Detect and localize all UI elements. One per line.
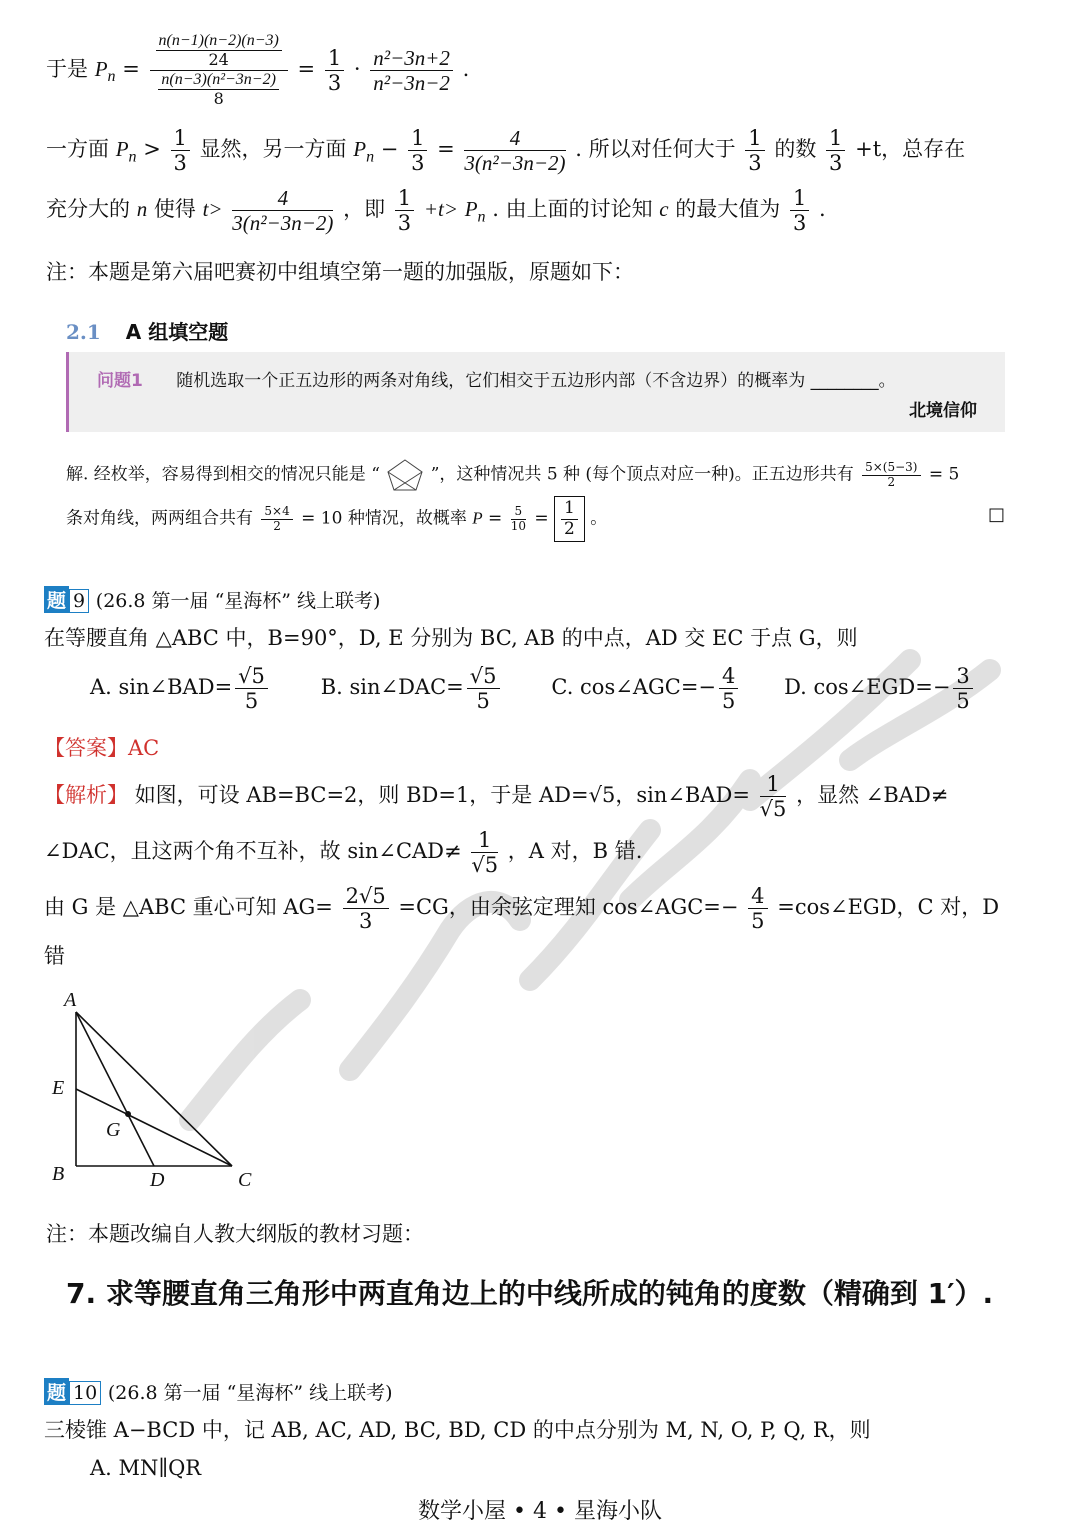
denominator: 5: [244, 689, 259, 714]
text: 如图，可设 AB=BC=2，则 BD=1，于是 AD=√5，sin∠BAD=: [134, 783, 750, 808]
denominator: 8: [213, 89, 224, 109]
numerator: 1: [561, 499, 578, 520]
period: .: [462, 56, 470, 81]
note-top: 注：本题是第六届吧赛初中组填空第一题的加强版，原题如下：: [46, 260, 634, 284]
denominator: 2: [273, 518, 281, 533]
label-a: A: [64, 989, 77, 1011]
equals: =: [437, 137, 455, 162]
fraction: [748, 884, 767, 933]
text: 条对角线，两两组合共有: [66, 508, 253, 529]
var-c: c: [659, 197, 669, 222]
var-p: P: [115, 137, 129, 162]
fraction: [511, 505, 526, 534]
denominator: n²−3n−2: [373, 70, 450, 95]
question-source: (26.8 第一届 “星海杯” 线上联考): [107, 1382, 393, 1404]
text: ”，这种情况共 5 种 (每个顶点对应一种)。正五边形共有: [430, 464, 854, 485]
fraction: [760, 772, 787, 821]
answer-label: 【答案】: [44, 736, 128, 760]
fraction: [343, 884, 389, 933]
denominator: 3: [829, 151, 843, 176]
equals: =: [122, 56, 140, 81]
dot: ·: [353, 56, 361, 81]
text: +t>: [423, 197, 459, 222]
equals: =: [534, 508, 549, 529]
text: ，显然 ∠BAD≠: [796, 783, 949, 808]
fraction: [953, 664, 972, 713]
problem-label: 问题1: [97, 371, 143, 391]
fraction-one-third: [171, 126, 190, 175]
question-tag: 题: [44, 1378, 69, 1405]
text: 充分大的: [46, 197, 130, 222]
denominator: 3(n²−3n−2): [464, 151, 566, 176]
q9-analysis-1: [44, 772, 948, 821]
var-p: P: [353, 137, 367, 162]
text: . 由上面的讨论知: [492, 197, 653, 222]
denominator: 5: [722, 689, 736, 714]
numerator: 1: [408, 126, 427, 151]
answer-value: AC: [128, 736, 160, 760]
option-label: D. cos∠EGD=−: [784, 675, 951, 700]
text: 显然，另一方面: [199, 137, 347, 162]
solution-line-1: [66, 458, 959, 492]
text: 由 G 是 △ABC 重心可知 AG=: [44, 895, 333, 920]
boxed-answer: [554, 496, 585, 542]
page-footer: 数学小屋 • 4 • 星海小队: [418, 1499, 662, 1524]
text: =cos∠EGD，C 对，D: [777, 895, 1000, 920]
question-number: 9: [69, 589, 89, 613]
median-ad: [76, 1012, 154, 1166]
denominator: 5: [751, 909, 765, 934]
equals: =: [297, 56, 316, 81]
fraction-one-third: [325, 46, 344, 95]
denominator: 3: [792, 211, 807, 236]
numerator: 4: [719, 664, 738, 689]
numerator: 5: [511, 505, 526, 520]
section-number: 2.1: [66, 320, 101, 344]
q9-stem: 在等腰直角 △ABC 中，B=90°，D, E 分别为 BC, AB 的中点，AD 交 EC 于点 G，则: [44, 626, 858, 650]
denominator: 5: [956, 689, 970, 714]
denominator: 3: [327, 70, 342, 95]
text: 于是: [46, 56, 88, 81]
equals: =: [488, 508, 503, 529]
var-p: P: [472, 508, 483, 528]
solution-line-2: [66, 496, 607, 542]
denominator: 5: [476, 689, 490, 714]
numerator: 4: [464, 126, 565, 151]
denominator: 3: [411, 151, 425, 176]
option-label: B. sin∠DAC=: [320, 675, 464, 700]
q9-analysis-4: 错: [44, 944, 65, 968]
fraction: [561, 499, 578, 539]
numerator: 1: [790, 186, 809, 211]
denominator: 3: [397, 211, 412, 236]
big-fraction: [150, 32, 288, 109]
var-p: P: [94, 56, 108, 81]
sub-n: n: [477, 208, 486, 226]
pentagon-icon: [385, 458, 425, 492]
q9-note: 注：本题改编自人教大纲版的教材习题：: [46, 1222, 424, 1246]
sub-n: n: [128, 148, 137, 166]
var-t: t>: [202, 197, 223, 222]
fraction-one-third: [826, 126, 845, 175]
side-ac: [76, 1012, 232, 1166]
author: 北境信仰: [909, 401, 977, 421]
numerator: 5×(5−3): [862, 461, 920, 476]
label-d: D: [150, 1169, 165, 1191]
section-heading: [66, 316, 228, 345]
text: = 5: [928, 464, 960, 485]
numerator: n(n−1)(n−2)(n−3): [156, 32, 282, 51]
option-d: [784, 664, 976, 713]
qed-symbol: □: [988, 504, 1006, 525]
numerator: n(n−3)(n²−3n−2): [158, 71, 279, 90]
minus: −: [380, 137, 399, 162]
text: +t，总存在: [855, 137, 966, 162]
proof-line-1: [46, 32, 469, 109]
label-b: B: [52, 1163, 65, 1185]
denominator: √5: [471, 853, 499, 878]
q9-answer: [44, 732, 159, 762]
problem-box: [66, 352, 1005, 432]
var-n: n: [136, 197, 148, 222]
text: ∠DAC，且这两个角不互补，故 sin∠CAD≠: [44, 839, 462, 864]
fraction-one-third: [395, 186, 414, 235]
q10-option-a: A. MN∥QR: [90, 1456, 202, 1480]
q9-analysis-3: [44, 884, 999, 933]
denominator: √5: [759, 797, 787, 822]
option-b: [321, 664, 545, 713]
denominator: 3(n²−3n−2): [232, 211, 334, 236]
q9-header: [44, 586, 380, 613]
text: 使得: [153, 197, 196, 222]
question-tag: 题: [44, 586, 69, 613]
numerator: 1: [171, 126, 190, 151]
fraction-one-third: [745, 126, 764, 175]
question-source: (26.8 第一届 “星海杯” 线上联考): [95, 590, 381, 612]
text: 解. 经枚举，容易得到相交的情况只能是 “: [66, 464, 380, 485]
question-number: 10: [69, 1381, 101, 1405]
option-c: [551, 664, 777, 713]
text: 的数: [774, 137, 817, 162]
fraction-one-third: [790, 186, 809, 235]
fraction: [467, 664, 500, 713]
numerator: 1: [325, 46, 344, 71]
numerator: 2√5: [343, 884, 389, 909]
numerator: 1: [745, 126, 764, 151]
numerator: √5: [467, 664, 500, 689]
denominator: 10: [510, 518, 526, 533]
denominator: 3: [358, 909, 373, 934]
numerator: 1: [471, 828, 498, 853]
q10-header: [44, 1378, 393, 1405]
text: = 10 种情况，故概率: [301, 508, 467, 529]
period: .: [819, 197, 826, 222]
inner-fraction-top: [156, 32, 282, 70]
point-g: [125, 1111, 131, 1117]
gt: >: [143, 137, 161, 162]
denominator: 24: [208, 50, 229, 70]
q9-options: [90, 664, 976, 713]
label-e: E: [52, 1077, 65, 1099]
answer-blank: ________。: [810, 371, 896, 391]
numerator: √5: [235, 664, 268, 689]
q9-analysis-2: [44, 828, 642, 877]
numerator: 1: [395, 186, 414, 211]
label-c: C: [238, 1169, 252, 1191]
text: 一方面: [46, 137, 109, 162]
numerator: 1: [760, 772, 787, 797]
text: =CG，由余弦定理知 cos∠AGC=−: [398, 895, 739, 920]
label-g: G: [106, 1119, 121, 1141]
option-label: A. sin∠BAD=: [90, 675, 233, 700]
section-title: A 组填空题: [125, 320, 229, 344]
text: ，即: [343, 197, 386, 222]
median-ec: [76, 1089, 232, 1166]
inner-fraction-bottom: [158, 71, 279, 109]
denominator: 2: [564, 518, 575, 539]
sub-n: n: [366, 148, 375, 166]
option-label: C. cos∠AGC=−: [551, 675, 717, 700]
fraction: [862, 461, 920, 490]
denominator: 2: [887, 474, 896, 489]
fraction: [235, 664, 268, 713]
numerator: 5×4: [261, 505, 292, 520]
problem-line: [97, 366, 896, 391]
var-p: P: [464, 197, 478, 222]
sub-n: n: [107, 67, 116, 85]
fraction: [471, 828, 498, 877]
proof-line-3: [46, 186, 826, 235]
fraction: [261, 505, 292, 534]
numerator: 4: [748, 884, 767, 909]
numerator: 4: [232, 186, 333, 211]
denominator: 3: [748, 151, 762, 176]
numerator: 3: [953, 664, 972, 689]
numerator: 1: [826, 126, 845, 151]
textbook-exercise: 7. 求等腰直角三角形中两直角边上的中线所成的钝角的度数（精确到 1′）.: [66, 1277, 994, 1310]
triangle-figure: [40, 986, 270, 1196]
q10-stem: 三棱锥 A−BCD 中，记 AB, AC, AD, BC, BD, CD 的中点分别为 M, N, O, P, Q, R，则: [44, 1418, 871, 1442]
text: 。: [590, 508, 608, 529]
fraction-h: [232, 186, 333, 235]
text: ，A 对，B 错.: [507, 839, 643, 864]
text: 的最大值为: [675, 197, 781, 222]
fraction-g: [464, 126, 565, 175]
fraction: [719, 664, 738, 713]
numerator: n²−3n+2: [370, 46, 453, 71]
denominator: 3: [173, 151, 187, 176]
problem-text: 随机选取一个正五边形的两条对角线，它们相交于五边形内部（不含边界）的概率为: [176, 371, 806, 391]
option-a: [90, 664, 314, 713]
analysis-label: 【解析】: [44, 783, 128, 808]
fraction-one-third: [408, 126, 427, 175]
text: . 所以对任何大于: [575, 137, 736, 162]
fraction-poly: [370, 46, 453, 95]
proof-line-2: [46, 126, 965, 175]
